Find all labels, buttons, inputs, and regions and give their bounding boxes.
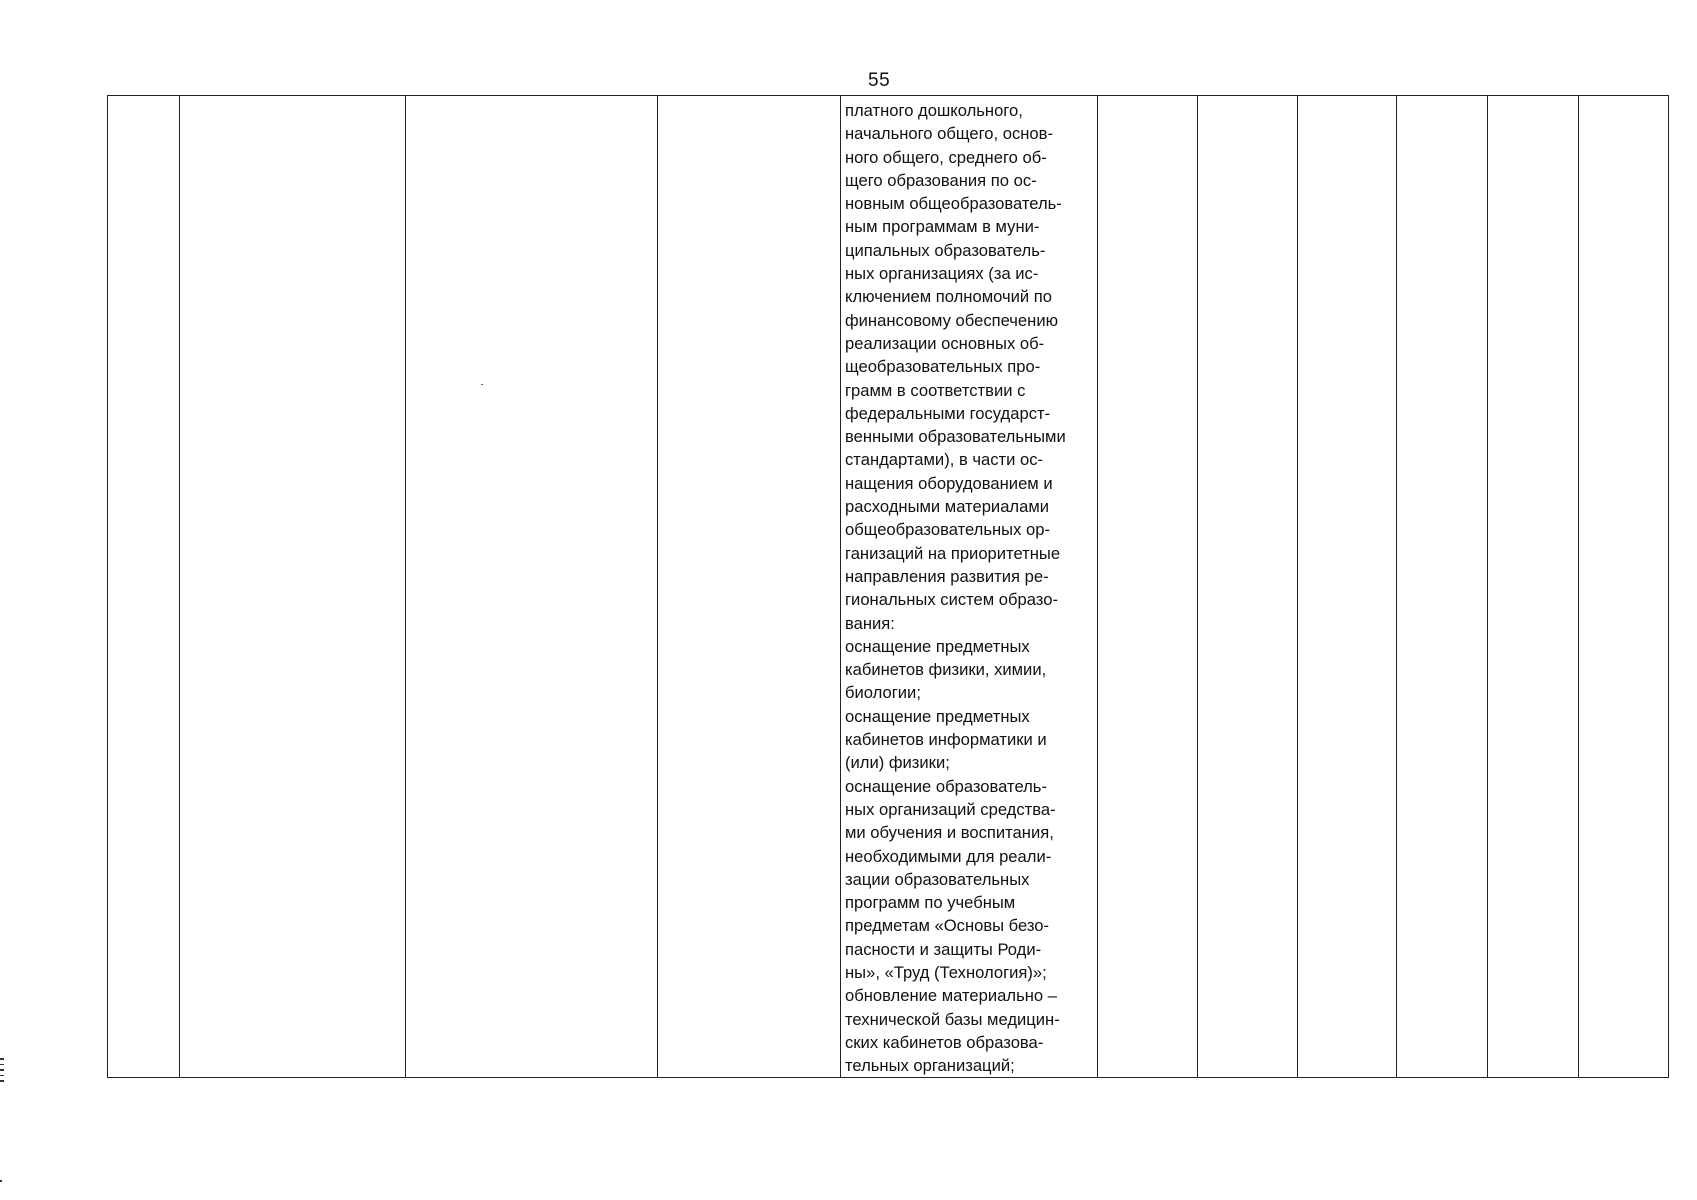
binding-margin-mark	[0, 1180, 2, 1182]
table-cell-col-3	[406, 96, 658, 1078]
table-cell-col-7	[1198, 96, 1298, 1078]
scan-speck	[481, 384, 483, 385]
table-cell-col-4	[658, 96, 841, 1078]
binding-margin-marks	[0, 1058, 4, 1086]
table-cell-col-1	[108, 96, 180, 1078]
table-cell-col-8	[1298, 96, 1397, 1078]
page-number: 55	[868, 70, 891, 91]
table-cell-col-9	[1397, 96, 1488, 1078]
document-table	[107, 95, 1669, 1078]
table-cell-col-2	[180, 96, 406, 1078]
table-row	[108, 96, 1669, 1078]
table-cell-col-10	[1488, 96, 1579, 1078]
table-cell-description: платного дошкольного, начального общего, основ- ного общего, среднего об- щего образования по ос- новным общеобразователь- ным программам в муни- ципальных образователь- ных организациях (за ис- ключением полномочий по финансовому обеспечению реализации основных об- щеобразовательных про- грамм в соответствии с федеральными государст- венными образовательными стандартами), в части ос- нащения оборудованием и расходными материалами общеобразовательных ор- ганизаций на приоритетные направления развития ре- гиональных систем образо- вания: оснащение предметных кабинетов физики, химии, биологии; оснащение предметных кабинетов информатики и (или) физики; оснащение образователь- ных организаций средства- ми обучения и воспитания, необходимыми для реали- зации образовательных программ по учебным предметам «Основы безо- пасности и защиты Роди- ны», «Труд (Технология)»; обновление материально – технической базы медицин- ских кабинетов образова- тельных организаций;	[841, 96, 1098, 1078]
table-cell-col-6	[1098, 96, 1198, 1078]
table-cell-col-11	[1579, 96, 1669, 1078]
